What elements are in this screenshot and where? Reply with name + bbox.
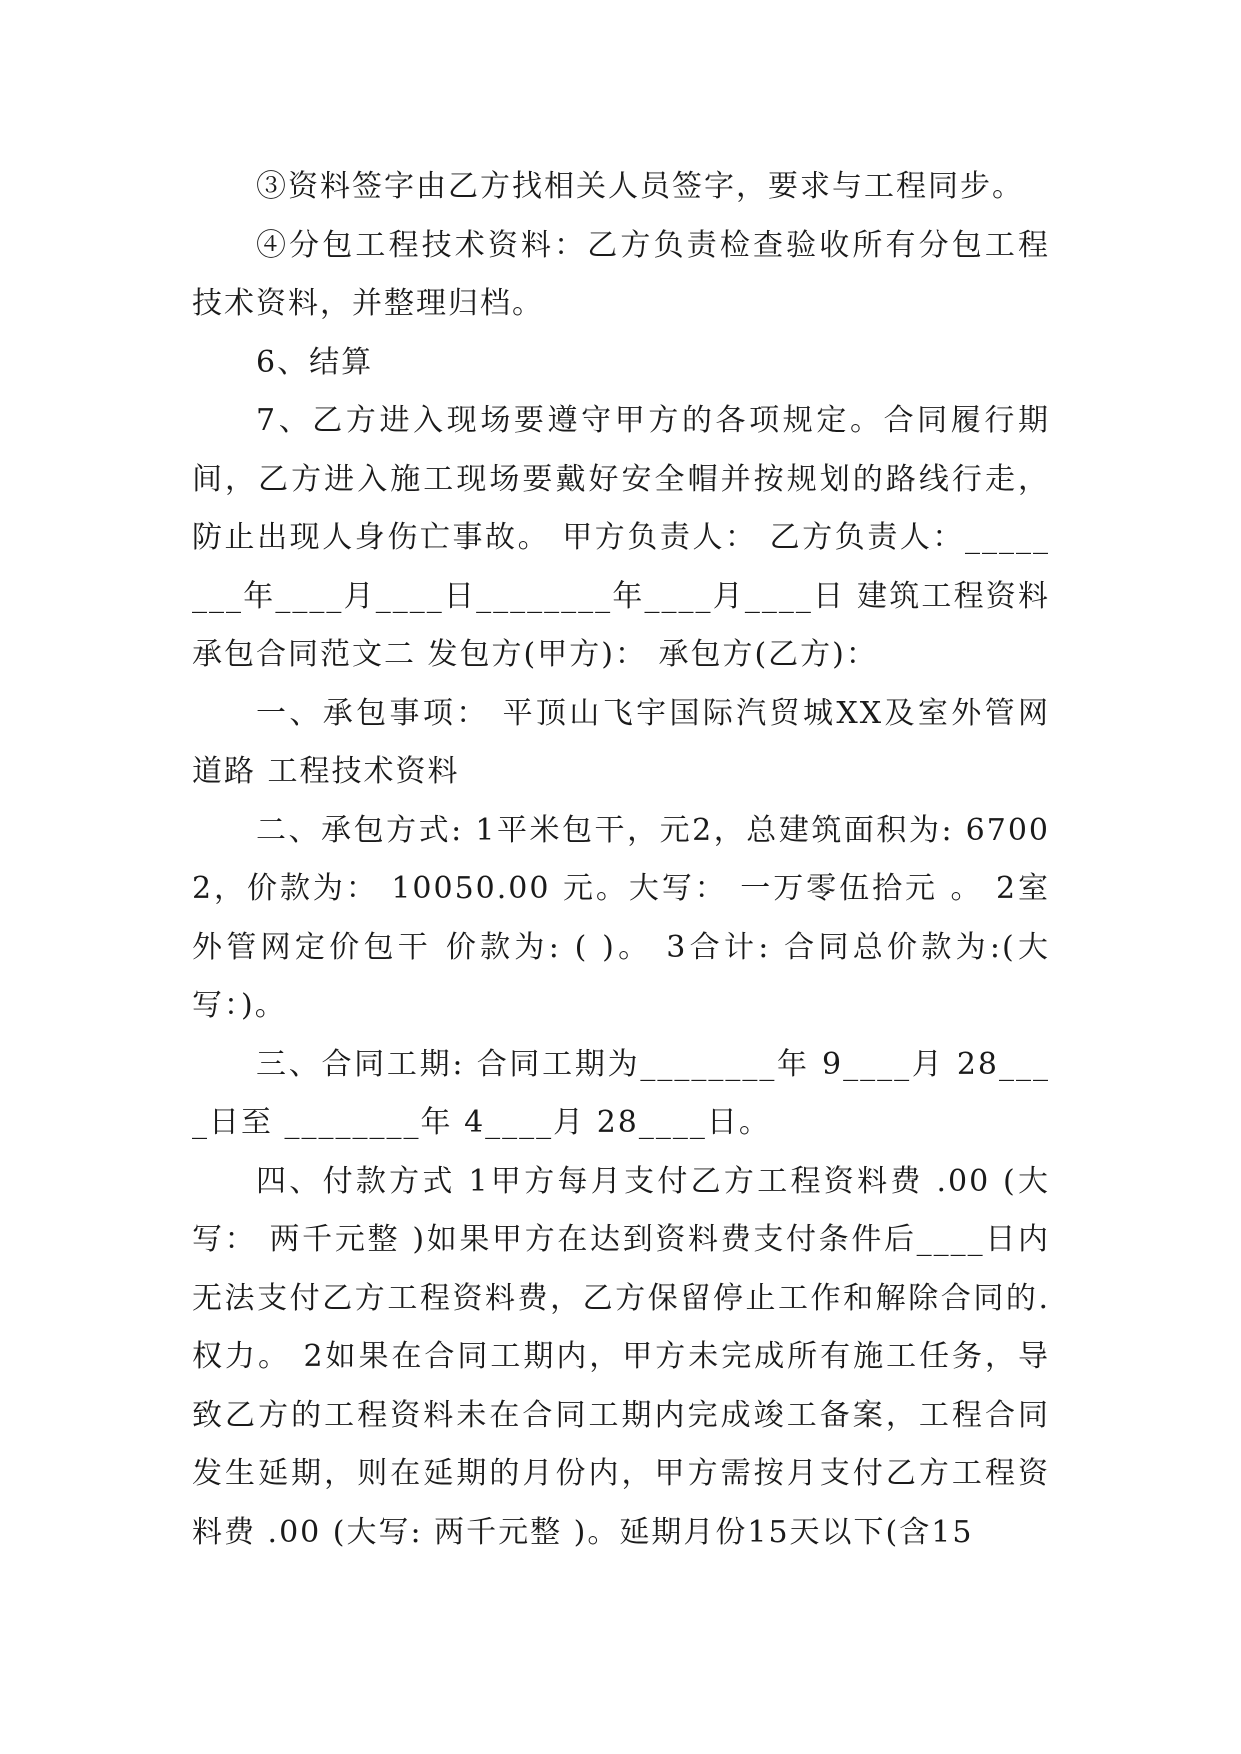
paragraph-subcontract-docs: ④分包工程技术资料：乙方负责检查验收所有分包工程技术资料，并整理归档。 [192, 227, 1050, 321]
paragraph-contract-period: 三、合同工期: 合同工期为________年 9____月 28____日至 ________年 4____月 28____日。 [192, 1046, 1050, 1140]
paragraph-contract-method: 二、承包方式: 1平米包干，元2，总建筑面积为: 67002，价款为： 10050.00 元。大写： 一万零伍拾元 。 2室外管网定价包干 价款为: ( )。 3合计: 合同总价款为:(大写：)。 [192, 812, 1050, 1023]
paragraph-settlement: 6、结算 [256, 344, 374, 380]
paragraph-payment-method: 四、付款方式 1甲方每月支付乙方工程资料费 .00 (大写： 两千元整 )如果甲方在达到资料费支付条件后____日内无法支付乙方工程资料费，乙方保留停止工作和解除合同的.权力。 2如果在合同工期内，甲方未完成所有施工任务，导致乙方的工程资料未在合同工期内完成竣工备案，工程合同发生延期，则在延期的月份内，甲方需按月支付乙方工程资料费 .00 (大写: 两千元整 )。延期月份15天以下(含15 [192, 1163, 1050, 1550]
paragraph-site-rules: 7、乙方进入现场要遵守甲方的各项规定。合同履行期间，乙方进入施工现场要戴好安全帽并按规划的路线行走，防止出现人身伤亡事故。 甲方负责人： 乙方负责人：________年____月____日________年____月____日 建筑工程资料承包合同范文二 发包方(甲方)： 承包方(乙方)： [192, 403, 1050, 672]
paragraph-contract-scope: 一、承包事项： 平顶山飞宇国际汽贸城XX及室外管网道路 工程技术资料 [192, 695, 1050, 789]
paragraph-signature-sync: ③资料签字由乙方找相关人员签字，要求与工程同步。 [256, 169, 1024, 204]
document-body [192, 158, 1050, 1562]
